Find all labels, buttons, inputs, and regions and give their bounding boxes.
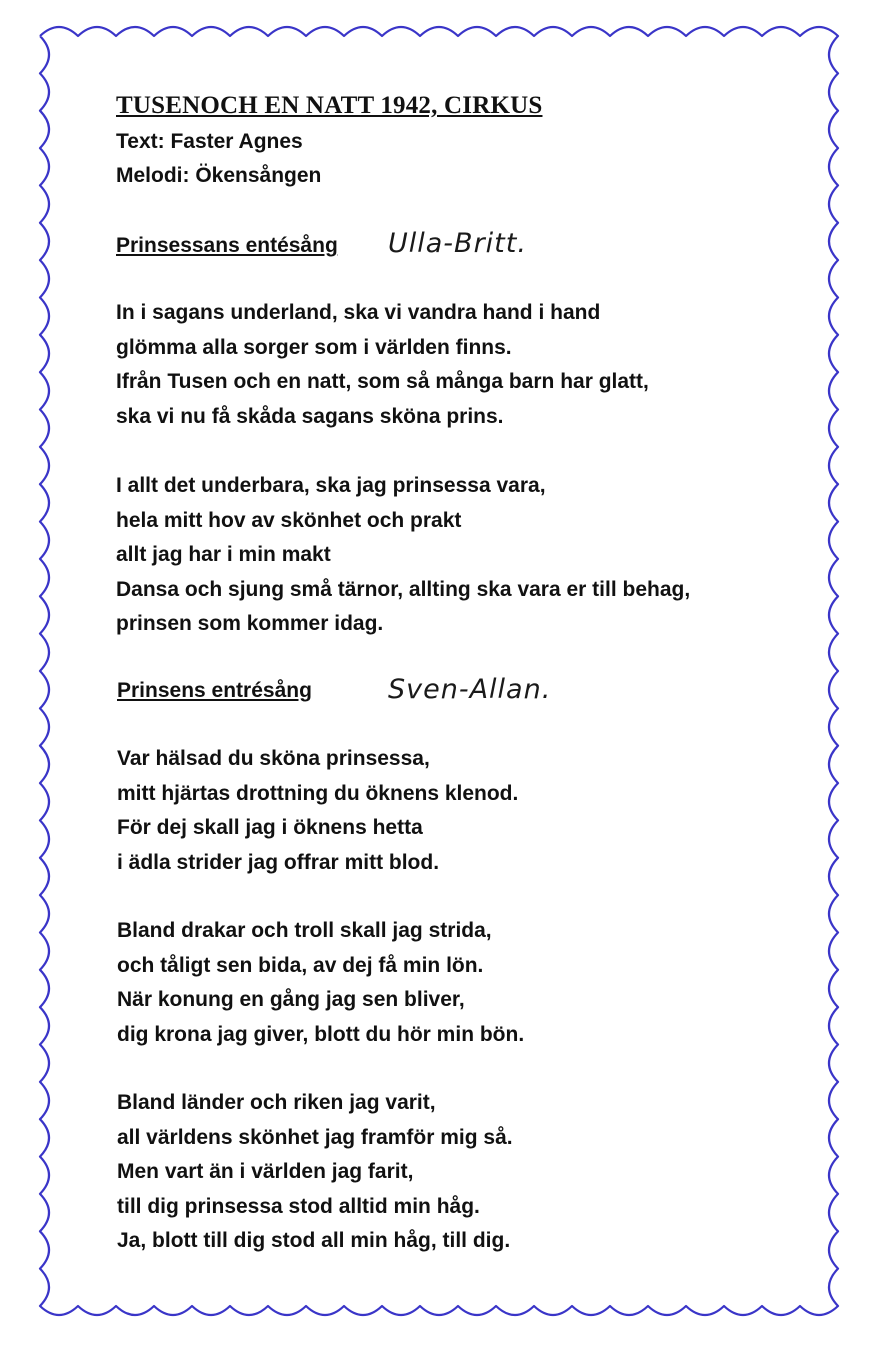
lyric-line: Ifrån Tusen och en natt, som så många barn har glatt,: [116, 370, 649, 393]
lyric-line: Ja, blott till dig stod all min håg, till dig.: [117, 1229, 511, 1252]
song2-stanza-3: [117, 1086, 513, 1259]
lyric-line: ska vi nu få skåda sagans sköna prins.: [116, 404, 504, 428]
song2-stanza-1: [117, 742, 518, 880]
lyric-line: Var hälsad du sköna prinsessa,: [117, 747, 430, 770]
melody-credit: Melodi: Ökensången: [116, 164, 322, 187]
lyric-line: prinsen som kommer idag.: [116, 612, 384, 635]
lyric-line: In i sagans underland, ska vi vandra hand i hand: [116, 301, 601, 324]
text-credit: Text: Faster Agnes: [116, 130, 303, 153]
song1-stanza-1: [116, 296, 649, 434]
lyric-line: all världens skönhet jag framför mig så.: [117, 1125, 513, 1149]
lyric-line: mitt hjärtas drottning du öknens klenod.: [117, 781, 519, 805]
lyric-line: i ädla strider jag offrar mitt blod.: [117, 850, 440, 874]
song1-heading: Prinsessans entésång: [116, 234, 338, 257]
lyric-line: I allt det underbara, ska jag prinsessa vara,: [116, 474, 546, 497]
lyric-line: glömma alla sorger som i världen finns.: [116, 335, 512, 359]
lyric-line: Men vart än i världen jag farit,: [117, 1160, 414, 1183]
song1-stanza-2: [116, 469, 690, 642]
lyric-line: Dansa och sjung små tärnor, allting ska vara er till behag,: [116, 577, 691, 601]
song2-stanza-2: [117, 914, 524, 1052]
song2-singer-handwritten: Sven-Allan.: [388, 674, 552, 705]
lyric-line: hela mitt hov av skönhet och prakt: [116, 508, 462, 532]
lyric-line: dig krona jag giver, blott du hör min bön.: [117, 1022, 525, 1046]
lyric-line: till dig prinsessa stod alltid min håg.: [117, 1194, 480, 1218]
lyric-line: Bland länder och riken jag varit,: [117, 1091, 436, 1114]
song1-singer-handwritten: Ulla-Britt.: [388, 228, 527, 259]
lyric-line: Bland drakar och troll skall jag strida,: [117, 919, 492, 942]
song2-heading: Prinsens entrésång: [117, 679, 312, 702]
lyric-line: När konung en gång jag sen bliver,: [117, 988, 465, 1011]
lyric-line: och tåligt sen bida, av dej få min lön.: [117, 953, 484, 977]
page-title: TUSENOCH EN NATT 1942, CIRKUS: [116, 92, 543, 119]
lyric-line: För dej skall jag i öknens hetta: [117, 816, 423, 839]
lyric-line: allt jag har i min makt: [116, 543, 331, 566]
